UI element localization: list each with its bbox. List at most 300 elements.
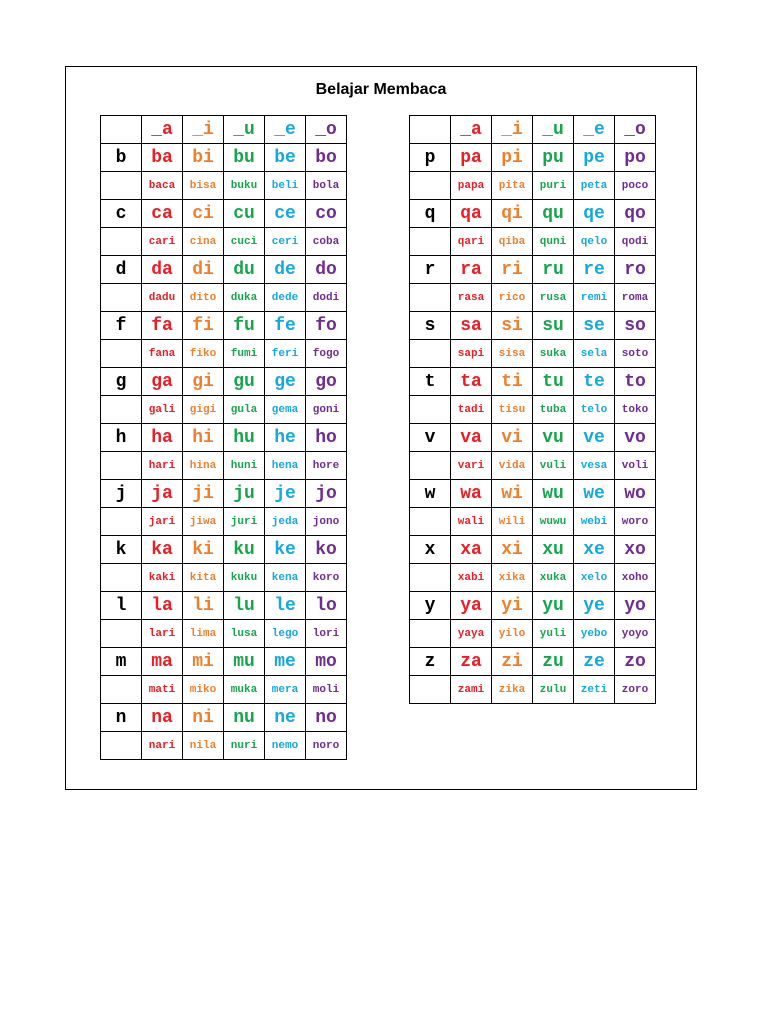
consonant-blank [410, 340, 451, 368]
vowel-header: _a [142, 116, 183, 144]
syllable-cell: bo [306, 144, 347, 172]
word-cell: cina [183, 228, 224, 256]
word-cell: puri [533, 172, 574, 200]
syllable-cell: do [306, 256, 347, 284]
syllable-cell: vo [615, 424, 656, 452]
vowel-header: _i [492, 116, 533, 144]
vowel-header: _a [451, 116, 492, 144]
syllable-cell: qa [451, 200, 492, 228]
word-cell: gigi [183, 396, 224, 424]
syllable-cell: ka [142, 536, 183, 564]
syllable-cell: xo [615, 536, 656, 564]
syllable-cell: ku [224, 536, 265, 564]
word-cell: gula [224, 396, 265, 424]
vowel-header: _o [615, 116, 656, 144]
syllable-row [410, 424, 656, 452]
word-cell: hore [306, 452, 347, 480]
word-cell: sela [574, 340, 615, 368]
syllable-table-right [409, 115, 656, 704]
word-cell: toko [615, 396, 656, 424]
syllable-row [101, 536, 347, 564]
syllable-row [410, 536, 656, 564]
syllable-cell: yi [492, 592, 533, 620]
word-row [410, 564, 656, 592]
syllable-row [410, 312, 656, 340]
consonant-label: n [101, 704, 142, 732]
syllable-cell: ru [533, 256, 574, 284]
word-row [101, 620, 347, 648]
syllable-cell: di [183, 256, 224, 284]
consonant-label: p [410, 144, 451, 172]
syllable-cell: ma [142, 648, 183, 676]
syllable-cell: bu [224, 144, 265, 172]
word-cell: dadu [142, 284, 183, 312]
syllable-cell: ca [142, 200, 183, 228]
word-cell: remi [574, 284, 615, 312]
consonant-label: m [101, 648, 142, 676]
syllable-cell: no [306, 704, 347, 732]
consonant-blank [410, 228, 451, 256]
syllable-cell: zi [492, 648, 533, 676]
word-cell: lima [183, 620, 224, 648]
word-cell: soto [615, 340, 656, 368]
syllable-cell: so [615, 312, 656, 340]
consonant-label: q [410, 200, 451, 228]
word-cell: goni [306, 396, 347, 424]
syllable-row [101, 480, 347, 508]
syllable-row [101, 200, 347, 228]
consonant-blank [410, 172, 451, 200]
consonant-blank [410, 508, 451, 536]
word-cell: hena [265, 452, 306, 480]
worksheet-frame [65, 66, 697, 790]
consonant-blank [410, 452, 451, 480]
consonant-blank [410, 396, 451, 424]
word-cell: yuli [533, 620, 574, 648]
syllable-cell: be [265, 144, 306, 172]
word-cell: bola [306, 172, 347, 200]
syllable-cell: ba [142, 144, 183, 172]
consonant-blank [101, 396, 142, 424]
syllable-cell: wa [451, 480, 492, 508]
word-cell: lori [306, 620, 347, 648]
syllable-cell: la [142, 592, 183, 620]
syllable-cell: ye [574, 592, 615, 620]
word-cell: buku [224, 172, 265, 200]
syllable-cell: ne [265, 704, 306, 732]
syllable-table-left [100, 115, 347, 760]
word-cell: vesa [574, 452, 615, 480]
word-cell: voli [615, 452, 656, 480]
consonant-blank [410, 284, 451, 312]
syllable-cell: xu [533, 536, 574, 564]
word-cell: papa [451, 172, 492, 200]
syllable-cell: ta [451, 368, 492, 396]
word-cell: rico [492, 284, 533, 312]
syllable-cell: re [574, 256, 615, 284]
syllable-cell: ju [224, 480, 265, 508]
syllable-cell: su [533, 312, 574, 340]
syllable-cell: we [574, 480, 615, 508]
consonant-label: s [410, 312, 451, 340]
word-cell: zulu [533, 676, 574, 704]
syllable-cell: ve [574, 424, 615, 452]
consonant-label: k [101, 536, 142, 564]
syllable-cell: pe [574, 144, 615, 172]
syllable-cell: za [451, 648, 492, 676]
consonant-label: g [101, 368, 142, 396]
word-cell: wuwu [533, 508, 574, 536]
syllable-cell: ni [183, 704, 224, 732]
word-cell: jari [142, 508, 183, 536]
syllable-cell: mu [224, 648, 265, 676]
syllable-cell: pu [533, 144, 574, 172]
vowel-header: _u [533, 116, 574, 144]
syllable-cell: hi [183, 424, 224, 452]
word-cell: zika [492, 676, 533, 704]
syllable-row [101, 312, 347, 340]
consonant-blank [410, 620, 451, 648]
word-row [101, 508, 347, 536]
consonant-label: l [101, 592, 142, 620]
word-cell: fiko [183, 340, 224, 368]
word-cell: koro [306, 564, 347, 592]
word-cell: wili [492, 508, 533, 536]
word-cell: jono [306, 508, 347, 536]
syllable-row [410, 200, 656, 228]
word-row [410, 228, 656, 256]
syllable-cell: gu [224, 368, 265, 396]
word-row [410, 676, 656, 704]
syllable-row [101, 592, 347, 620]
syllable-cell: xi [492, 536, 533, 564]
syllable-cell: go [306, 368, 347, 396]
word-cell: muka [224, 676, 265, 704]
syllable-cell: co [306, 200, 347, 228]
word-cell: mera [265, 676, 306, 704]
syllable-cell: se [574, 312, 615, 340]
syllable-cell: lu [224, 592, 265, 620]
word-cell: hari [142, 452, 183, 480]
word-cell: dede [265, 284, 306, 312]
word-row [410, 172, 656, 200]
syllable-cell: vu [533, 424, 574, 452]
consonant-blank [101, 676, 142, 704]
syllable-cell: pa [451, 144, 492, 172]
syllable-cell: mo [306, 648, 347, 676]
word-row [410, 452, 656, 480]
consonant-label: b [101, 144, 142, 172]
word-row [101, 676, 347, 704]
syllable-cell: tu [533, 368, 574, 396]
consonant-label: y [410, 592, 451, 620]
word-cell: woro [615, 508, 656, 536]
syllable-cell: ci [183, 200, 224, 228]
syllable-cell: vi [492, 424, 533, 452]
word-cell: hina [183, 452, 224, 480]
word-cell: bisa [183, 172, 224, 200]
syllable-cell: fa [142, 312, 183, 340]
word-cell: duka [224, 284, 265, 312]
syllable-cell: he [265, 424, 306, 452]
word-cell: miko [183, 676, 224, 704]
word-cell: nila [183, 732, 224, 760]
vowel-header-row [101, 116, 347, 144]
word-cell: yoyo [615, 620, 656, 648]
consonant-blank [410, 676, 451, 704]
word-row [410, 508, 656, 536]
syllable-cell: fo [306, 312, 347, 340]
syllable-cell: yo [615, 592, 656, 620]
consonant-label: v [410, 424, 451, 452]
consonant-blank [101, 228, 142, 256]
word-cell: kaki [142, 564, 183, 592]
word-cell: quni [533, 228, 574, 256]
word-cell: tadi [451, 396, 492, 424]
corner-cell [101, 116, 142, 144]
word-row [101, 228, 347, 256]
word-cell: webi [574, 508, 615, 536]
syllable-cell: ti [492, 368, 533, 396]
syllable-cell: ze [574, 648, 615, 676]
syllable-cell: qo [615, 200, 656, 228]
syllable-cell: gi [183, 368, 224, 396]
consonant-blank [101, 620, 142, 648]
word-row [101, 732, 347, 760]
syllable-cell: sa [451, 312, 492, 340]
word-cell: sisa [492, 340, 533, 368]
word-cell: poco [615, 172, 656, 200]
consonant-label: x [410, 536, 451, 564]
consonant-label: j [101, 480, 142, 508]
syllable-cell: zo [615, 648, 656, 676]
consonant-blank [101, 340, 142, 368]
word-cell: rasa [451, 284, 492, 312]
syllable-cell: te [574, 368, 615, 396]
vowel-header: _u [224, 116, 265, 144]
word-cell: mati [142, 676, 183, 704]
word-cell: sapi [451, 340, 492, 368]
corner-cell [410, 116, 451, 144]
syllable-cell: fi [183, 312, 224, 340]
syllable-cell: li [183, 592, 224, 620]
word-cell: lusa [224, 620, 265, 648]
syllable-cell: si [492, 312, 533, 340]
word-cell: yaya [451, 620, 492, 648]
word-cell: kuku [224, 564, 265, 592]
word-row [101, 284, 347, 312]
word-cell: dito [183, 284, 224, 312]
word-cell: gali [142, 396, 183, 424]
consonant-blank [101, 732, 142, 760]
word-cell: yilo [492, 620, 533, 648]
word-cell: telo [574, 396, 615, 424]
word-cell: nemo [265, 732, 306, 760]
vowel-header-row [410, 116, 656, 144]
syllable-cell: mi [183, 648, 224, 676]
word-cell: yebo [574, 620, 615, 648]
syllable-cell: ko [306, 536, 347, 564]
syllable-cell: ya [451, 592, 492, 620]
word-cell: nuri [224, 732, 265, 760]
word-cell: jiwa [183, 508, 224, 536]
syllable-cell: zu [533, 648, 574, 676]
word-cell: tuba [533, 396, 574, 424]
word-row [101, 396, 347, 424]
word-cell: xika [492, 564, 533, 592]
syllable-cell: qu [533, 200, 574, 228]
word-row [410, 620, 656, 648]
word-cell: kita [183, 564, 224, 592]
syllable-cell: fe [265, 312, 306, 340]
vowel-header: _e [265, 116, 306, 144]
syllable-row [101, 368, 347, 396]
syllable-cell: ra [451, 256, 492, 284]
word-cell: moli [306, 676, 347, 704]
word-cell: roma [615, 284, 656, 312]
word-cell: qodi [615, 228, 656, 256]
word-cell: cuci [224, 228, 265, 256]
syllable-cell: ke [265, 536, 306, 564]
word-cell: zeti [574, 676, 615, 704]
syllable-cell: qi [492, 200, 533, 228]
word-cell: xelo [574, 564, 615, 592]
syllable-cell: cu [224, 200, 265, 228]
word-row [101, 452, 347, 480]
word-cell: vari [451, 452, 492, 480]
word-cell: coba [306, 228, 347, 256]
syllable-row [101, 256, 347, 284]
word-cell: zoro [615, 676, 656, 704]
consonant-label: c [101, 200, 142, 228]
syllable-row [101, 424, 347, 452]
consonant-label: d [101, 256, 142, 284]
syllable-cell: ki [183, 536, 224, 564]
syllable-cell: nu [224, 704, 265, 732]
syllable-row [410, 480, 656, 508]
word-cell: vuli [533, 452, 574, 480]
word-cell: xuka [533, 564, 574, 592]
word-row [410, 396, 656, 424]
word-row [101, 564, 347, 592]
word-cell: cari [142, 228, 183, 256]
word-row [410, 284, 656, 312]
syllable-row [410, 648, 656, 676]
syllable-cell: na [142, 704, 183, 732]
vowel-header: _i [183, 116, 224, 144]
syllable-cell: ho [306, 424, 347, 452]
syllable-cell: le [265, 592, 306, 620]
word-cell: peta [574, 172, 615, 200]
word-cell: noro [306, 732, 347, 760]
syllable-cell: ha [142, 424, 183, 452]
consonant-label: f [101, 312, 142, 340]
syllable-cell: bi [183, 144, 224, 172]
syllable-cell: ja [142, 480, 183, 508]
syllable-row [410, 256, 656, 284]
word-cell: baca [142, 172, 183, 200]
consonant-blank [410, 564, 451, 592]
syllable-cell: ri [492, 256, 533, 284]
word-cell: lego [265, 620, 306, 648]
consonant-label: z [410, 648, 451, 676]
syllable-row [101, 704, 347, 732]
word-cell: jeda [265, 508, 306, 536]
syllable-cell: hu [224, 424, 265, 452]
syllable-row [101, 144, 347, 172]
consonant-blank [101, 284, 142, 312]
word-cell: fana [142, 340, 183, 368]
syllable-cell: yu [533, 592, 574, 620]
syllable-cell: de [265, 256, 306, 284]
syllable-cell: ro [615, 256, 656, 284]
consonant-blank [101, 452, 142, 480]
word-cell: kena [265, 564, 306, 592]
consonant-blank [101, 508, 142, 536]
syllable-cell: ge [265, 368, 306, 396]
syllable-cell: wi [492, 480, 533, 508]
syllable-cell: du [224, 256, 265, 284]
syllable-cell: wo [615, 480, 656, 508]
syllable-cell: lo [306, 592, 347, 620]
vowel-header: _o [306, 116, 347, 144]
word-cell: fogo [306, 340, 347, 368]
vowel-header: _e [574, 116, 615, 144]
syllable-cell: qe [574, 200, 615, 228]
word-cell: qari [451, 228, 492, 256]
consonant-blank [101, 564, 142, 592]
word-cell: juri [224, 508, 265, 536]
consonant-label: t [410, 368, 451, 396]
word-cell: wali [451, 508, 492, 536]
word-cell: zami [451, 676, 492, 704]
word-row [410, 340, 656, 368]
word-cell: beli [265, 172, 306, 200]
syllable-cell: fu [224, 312, 265, 340]
word-cell: qiba [492, 228, 533, 256]
syllable-cell: ga [142, 368, 183, 396]
syllable-cell: wu [533, 480, 574, 508]
word-cell: dodi [306, 284, 347, 312]
word-cell: ceri [265, 228, 306, 256]
syllable-cell: ce [265, 200, 306, 228]
syllable-cell: to [615, 368, 656, 396]
consonant-blank [101, 172, 142, 200]
syllable-row [410, 592, 656, 620]
syllable-cell: xe [574, 536, 615, 564]
word-row [101, 340, 347, 368]
page-title: Belajar Membaca [315, 81, 447, 98]
word-cell: xabi [451, 564, 492, 592]
consonant-label: w [410, 480, 451, 508]
consonant-label: h [101, 424, 142, 452]
syllable-cell: da [142, 256, 183, 284]
syllable-cell: me [265, 648, 306, 676]
word-cell: fumi [224, 340, 265, 368]
word-cell: suka [533, 340, 574, 368]
syllable-cell: po [615, 144, 656, 172]
syllable-row [410, 144, 656, 172]
syllable-cell: pi [492, 144, 533, 172]
syllable-cell: jo [306, 480, 347, 508]
word-cell: gema [265, 396, 306, 424]
word-cell: lari [142, 620, 183, 648]
word-cell: qelo [574, 228, 615, 256]
word-row [101, 172, 347, 200]
word-cell: pita [492, 172, 533, 200]
consonant-label: r [410, 256, 451, 284]
syllable-row [410, 368, 656, 396]
